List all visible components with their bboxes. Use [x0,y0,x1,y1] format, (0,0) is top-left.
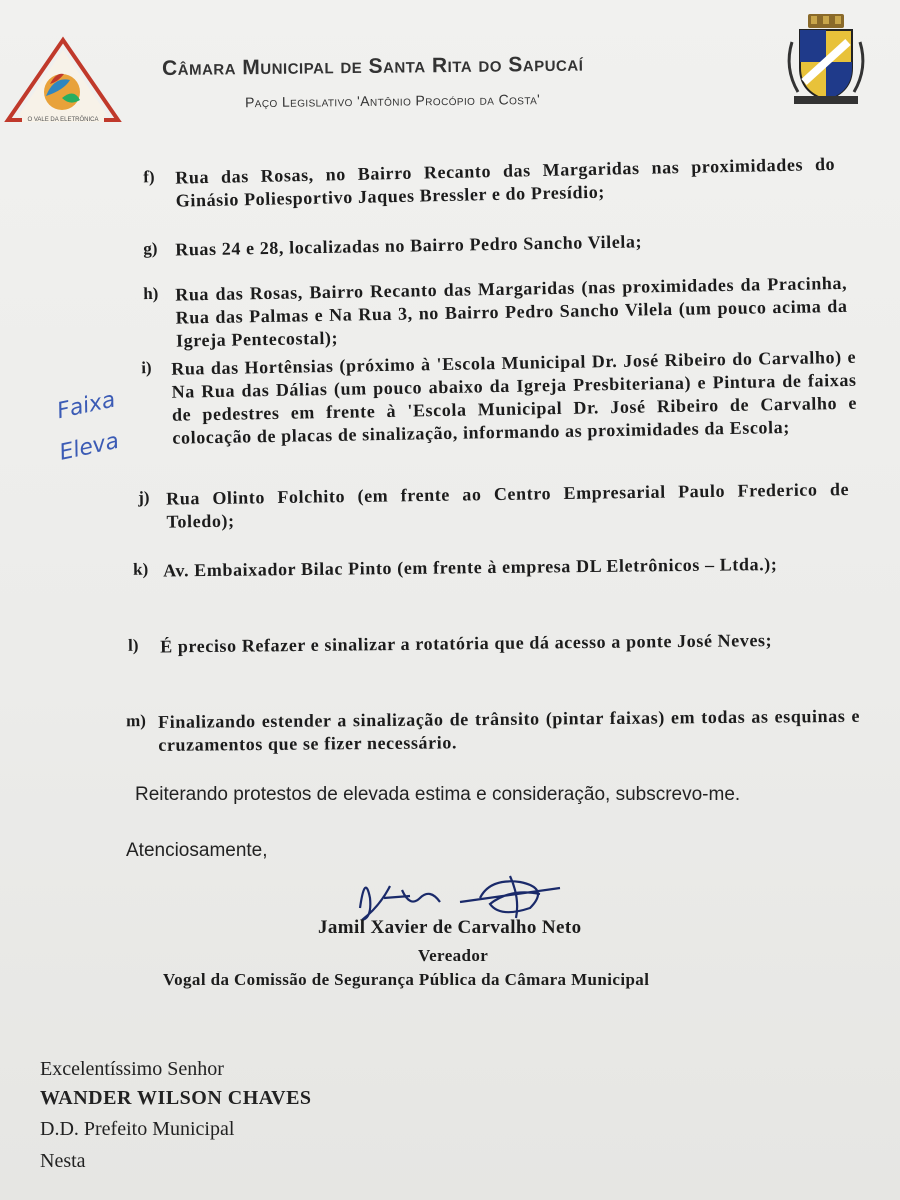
list-item [143,153,843,211]
list-item [133,552,853,581]
item-marker: m) [126,711,147,731]
addressee-name: WANDER WILSON CHAVES [40,1087,312,1109]
addressee-location: Nesta [40,1150,86,1172]
handwritten-note-line: Eleva [57,428,122,466]
item-marker: j) [138,487,150,507]
regards-text: Atenciosamente, [126,840,268,861]
closing-text: Reiterando protestos de elevada estima e consideração, subscrevo-me. [135,784,741,805]
item-text: Rua Olinto Folchito (em frente ao Centro Empresarial Paulo Frederico de Toledo); [166,479,850,532]
list-item [143,227,843,260]
list-item [128,628,856,657]
item-text: Rua das Hortênsias (próximo à 'Escola Municipal Dr. José Ribeiro do Carvalho) e Na Rua das Dálias (um pouco abaixo da Igreja Presbiteriana) e Pintura de faixas de pedestres em frente à 'Escola Municipal Dr. José Ribeiro de Carvalho e colocação de placas de sinalização, informando as proximidades da Escola; [171,346,858,448]
list-item [143,272,848,351]
handwritten-note [48,380,168,470]
item-marker: h) [143,283,159,304]
item-marker: f) [143,167,155,187]
item-marker: g) [143,238,158,259]
addressee-salutation: Excelentíssimo Senhor [40,1058,224,1080]
handwritten-note-line: Faixa [54,387,118,425]
item-text: Rua das Rosas, no Bairro Recanto das Margaridas nas proximidades do Ginásio Poliesportivo Jaques Bressler e do Presídio; [175,153,836,211]
signatory-name: Jamil Xavier de Carvalho Neto [318,917,582,938]
header-subtitle: Paço Legislativo 'Antônio Procópio da Costa' [244,91,541,111]
signatory-role: Vereador [418,946,489,965]
list-item [138,478,853,532]
list-item [126,705,861,755]
item-text: Ruas 24 e 28, localizadas no Bairro Pedro Sancho Vilela; [175,231,643,260]
svg-text:O VALE DA ELETRÔNICA: O VALE DA ELETRÔNICA [27,117,99,123]
item-text: Rua das Rosas, Bairro Recanto das Margaridas (nas proximidades da Pracinha, Rua das Palmas e Na Rua 3, no Bairro Pedro Sancho Vilela (um pouco acima da Igreja Pentecostal); [175,272,848,351]
header-title: Câmara Municipal de Santa Rita do Sapucaí [161,52,584,81]
addressee-title: D.D. Prefeito Municipal [40,1118,235,1140]
item-marker: i) [141,358,152,378]
item-text: É preciso Refazer e sinalizar a rotatória que dá acesso a ponte José Neves; [160,630,773,657]
signatory-committee: Vogal da Comissão de Segurança Pública da Câmara Municipal [163,970,650,989]
item-text: Av. Embaixador Bilac Pinto (em frente à empresa DL Eletrônicos – Ltda.); [163,554,778,581]
item-marker: k) [133,559,149,579]
item-marker: l) [128,635,139,655]
item-text: Finalizando estender a sinalização de trânsito (pintar faixas) em todas as esquinas e cruzamentos que se fizer necessário. [158,705,861,755]
